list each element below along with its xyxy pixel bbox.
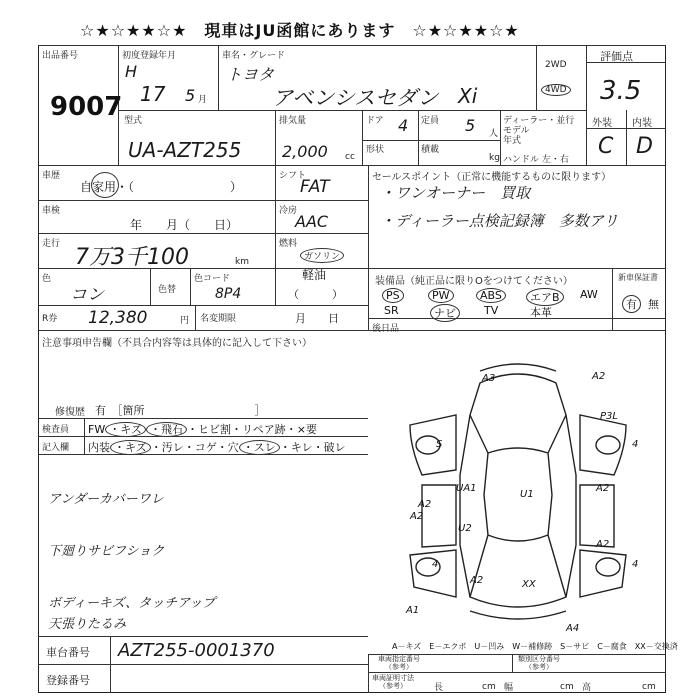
first-reg-year: 17	[140, 82, 166, 106]
capacity-value: 5	[465, 116, 476, 135]
shape-label: 形状	[366, 145, 385, 155]
equip-leather: 本革	[530, 306, 552, 319]
mark-a2-left: A2	[418, 499, 432, 510]
fuel-gasoline: ガソリン	[300, 248, 344, 263]
load-label: 積載	[421, 145, 440, 155]
warranty-label: 新車保証書	[618, 273, 658, 282]
pillar-rr	[548, 535, 566, 597]
inspector-row-1	[88, 421, 317, 437]
width-unit: cm	[560, 682, 574, 692]
color-code-value: 8P4	[215, 286, 242, 302]
later-items-label: 後日品	[372, 324, 400, 334]
reg-change-value: 月 日	[295, 312, 339, 325]
mark-ua1: UA1	[456, 483, 477, 494]
mark-u1-roof: U1	[520, 489, 534, 500]
remark-1: アンダーカバーワレ	[48, 492, 164, 507]
mark-4-right-rear-wheel: 4	[632, 559, 639, 570]
equip-ps: PS	[382, 288, 404, 303]
color-code-label: 色コード	[194, 274, 231, 284]
left-rear-panel	[410, 550, 456, 597]
notes-label: 注意事項申告欄（不具合内容等は具体的に記入して下さい）	[42, 338, 312, 349]
fuel-diesel: 軽油	[302, 268, 327, 282]
score-value: 3.5	[600, 76, 642, 106]
equip-sr: SR	[384, 304, 399, 317]
load-unit: kg	[489, 153, 500, 163]
mark-xx-rear: XX	[522, 579, 536, 590]
mark-p3l: P3L	[600, 411, 618, 422]
equip-airbag: エアB	[526, 288, 564, 306]
history-value: 自家用・（ ）	[80, 180, 243, 194]
private-use-circle	[91, 172, 119, 198]
color-value: コン	[70, 285, 104, 305]
car-damage-diagram	[370, 335, 666, 635]
recycle-unit: 円	[180, 316, 190, 326]
left-doors	[422, 485, 456, 547]
car-name-label: 車名・グレード	[222, 51, 286, 61]
mark-4-right-front-wheel: 4	[632, 439, 639, 450]
doors-label: ドア	[366, 116, 384, 126]
damage-legend: A－キズ E－エクボ U－凹み W－補修跡 S－サビ C－腐食 XX－交換済	[392, 642, 678, 651]
selling-line-1: ・ワンオーナー 買取	[380, 184, 531, 202]
first-reg-month: 5	[185, 86, 196, 105]
registration-label: 登録番号	[46, 674, 90, 687]
shift-label: シフト	[279, 171, 307, 181]
repair-history: 有 ［箇所 ］	[95, 404, 266, 417]
inspector-int-tear: ・破レ	[312, 441, 346, 454]
inspector-fw: FW	[88, 423, 106, 436]
capacity-label: 定員	[421, 116, 440, 126]
mileage-label: 走行	[42, 239, 61, 249]
handle-label: ハンドル 左・右	[503, 155, 569, 165]
inspector-replace: ・×要	[285, 423, 317, 436]
ac-label: 冷房	[279, 206, 298, 216]
wheel-fr	[596, 436, 620, 454]
remark-4: 天張りたるみ	[48, 617, 127, 632]
mileage-value: 7万3千100	[75, 245, 189, 270]
fuel-other: （ ）	[288, 288, 343, 301]
exterior-grade: C	[598, 134, 614, 159]
mark-a1-rear-left: A1	[406, 605, 420, 616]
reg-change-label: 名変期限	[200, 314, 237, 324]
inspector-int-rub: ・スレ	[239, 440, 280, 455]
chassis-number: AZT255-0001370	[118, 640, 275, 661]
fuel-label: 燃料	[279, 239, 298, 249]
car-roof	[484, 448, 552, 541]
lot-label: 出品番号	[42, 51, 79, 61]
inspector-crack: ・ヒビ割	[187, 423, 231, 436]
displacement-label: 排気量	[279, 116, 307, 126]
ac-value: AAC	[295, 212, 329, 231]
right-doors	[580, 485, 614, 547]
width-label: 幅	[504, 683, 514, 693]
mark-a2-right-rear: A2	[596, 539, 610, 550]
history-label: 車歴	[42, 171, 61, 181]
equip-tv: TV	[484, 304, 499, 317]
mark-a2-front-right: A2	[592, 371, 606, 382]
mark-a2-right: A2	[596, 483, 610, 494]
mark-a2-rear-left: A2	[470, 575, 484, 586]
first-reg-label: 初度登録年月	[122, 51, 177, 61]
mark-u2: U2	[458, 523, 472, 534]
exterior-label: 外装	[592, 118, 612, 129]
color-label: 色	[42, 274, 52, 284]
mark-4-left-rear-wheel: 4	[432, 559, 439, 570]
inspector-int-scratch: ・キズ	[110, 440, 151, 455]
selling-line-2: ・ディーラー点検記録簿 多数アリ	[380, 212, 619, 230]
interior-label: 内装	[632, 118, 652, 129]
dealer-label: ディーラー・並行	[503, 116, 575, 126]
right-rear-panel	[580, 550, 626, 597]
inspector-scratch: ・キズ	[105, 422, 146, 437]
lot-number: 9007	[50, 92, 123, 122]
inspector-label-1: 検査員	[42, 425, 70, 435]
inspection-label: 車検	[42, 206, 61, 216]
mark-a4-rear: A4	[566, 623, 580, 634]
rear-bumper	[470, 611, 566, 619]
equip-abs: ABS	[476, 288, 506, 303]
equipment-label: 装備品（純正品に限りOをつけてください）	[375, 276, 573, 287]
length-unit: cm	[482, 682, 496, 692]
remark-3: ボディーキズ、タッチアップ	[48, 596, 216, 611]
inspector-interior: 内装	[88, 441, 110, 454]
car-model: アベンシスセダン	[272, 86, 439, 110]
wheel-rr	[596, 558, 620, 576]
first-reg-month-unit: 月	[198, 95, 208, 105]
car-maker: トヨタ	[226, 65, 275, 84]
right-front-panel	[580, 415, 626, 475]
recycle-value: 12,380	[88, 308, 148, 328]
inspector-row-2	[88, 439, 346, 455]
score-label: 評価点	[600, 50, 633, 63]
shift-value: FAT	[300, 177, 330, 197]
inspector-repair-mark: ・リペア跡	[231, 423, 286, 436]
drive-2wd: 2WD	[545, 60, 567, 70]
warranty-yes: 有	[622, 295, 641, 313]
chassis-label: 車台番号	[46, 646, 90, 659]
height-label: 高	[582, 683, 592, 693]
displacement-unit: cc	[345, 152, 355, 162]
selling-label: セールスポイント（正常に機能するものに限ります）	[372, 172, 612, 183]
equip-aw: AW	[580, 288, 598, 301]
inspector-label-2: 記入欄	[42, 443, 70, 453]
mark-s-left-wheel: S	[436, 439, 443, 450]
inspector-int-burn: ・コゲ	[183, 441, 217, 454]
equip-navi: ナビ	[430, 304, 460, 322]
inspector-int-stain: ・汚レ	[150, 441, 184, 454]
doors-value: 4	[398, 116, 409, 135]
front-bumper	[480, 364, 556, 371]
drive-4wd: 4WD	[541, 84, 571, 96]
recycle-label: R券	[42, 314, 58, 324]
inspection-value: 年 月（ 日）	[130, 218, 239, 232]
model-code-value: UA-AZT255	[128, 138, 242, 162]
left-front-panel	[410, 415, 456, 475]
interior-grade: D	[636, 134, 653, 159]
repair-history-label: 修復歴	[55, 407, 85, 418]
pillar-rl	[470, 535, 488, 597]
color-change-label: 色替	[158, 285, 177, 295]
equip-pw: PW	[428, 288, 454, 303]
height-unit: cm	[642, 682, 656, 692]
first-reg-era: H	[125, 62, 138, 81]
mark-a3-front-left: A3	[482, 373, 496, 384]
pillar-fr	[548, 415, 566, 453]
length-label: 長	[434, 683, 444, 693]
car-grade: Xi	[458, 84, 478, 108]
capacity-unit: 人	[489, 129, 499, 139]
warranty-no: 無	[648, 298, 659, 311]
inspector-chip: ・飛石	[146, 422, 187, 437]
banner: ☆★☆★★☆★ 現車はJU函館にあります ☆★☆★★☆★	[80, 21, 520, 40]
cert-dimension-label: 車両証明寸法 （参考）	[372, 674, 414, 690]
pillar-fl	[470, 415, 488, 453]
inspector-int-cut: ・キレ	[279, 441, 313, 454]
mark-a2-left-door: A2	[410, 511, 424, 522]
inspector-int-hole: ・穴	[216, 441, 239, 454]
model-year-label: モデル 年式	[503, 126, 530, 146]
category-number-label: 類別区分番号 （参考）	[518, 655, 560, 671]
designated-number-label: 車両指定番号 （参考）	[378, 655, 420, 671]
mileage-unit: km	[235, 257, 249, 267]
displacement-value: 2,000	[282, 142, 328, 161]
remark-2: 下廻りサビフショク	[48, 544, 165, 559]
model-code-label: 型式	[124, 116, 143, 126]
